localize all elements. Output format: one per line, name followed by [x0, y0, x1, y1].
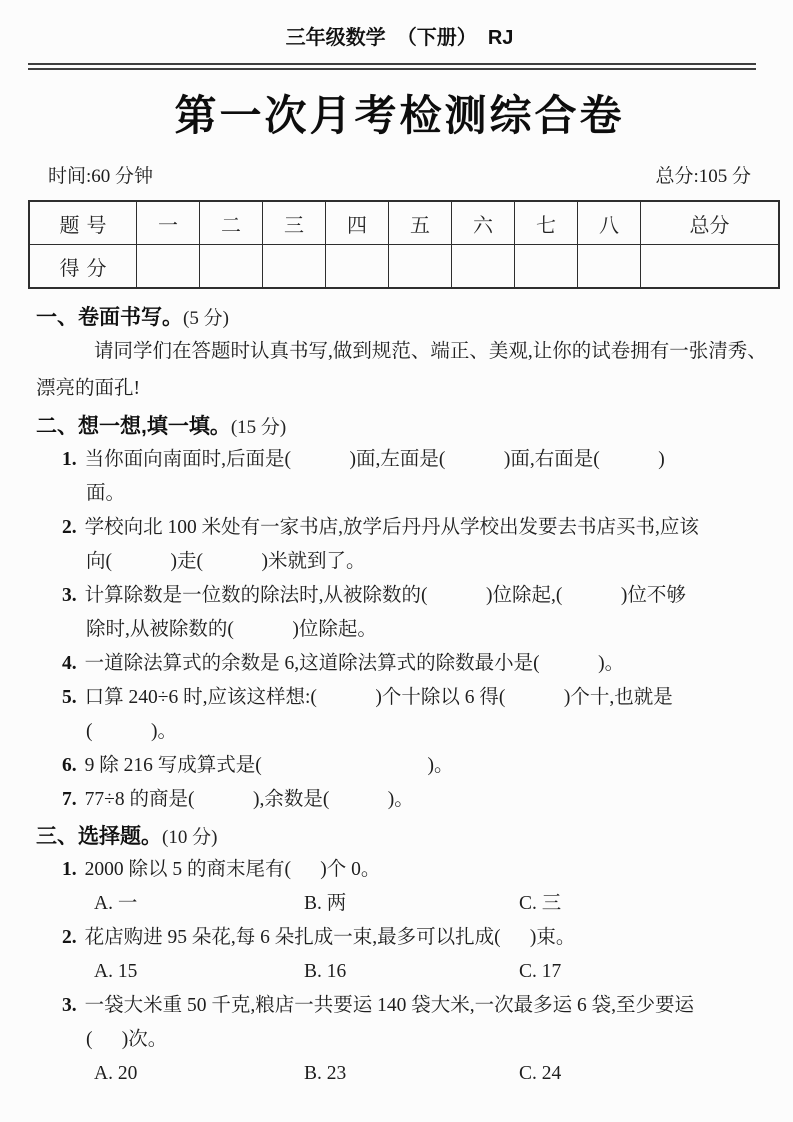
score-table-cell: 八: [578, 201, 641, 245]
question-number: 2.: [62, 517, 77, 538]
choice-option: A. 20: [94, 1063, 138, 1084]
section3-heading: [36, 821, 763, 853]
question-line: [36, 443, 763, 477]
question-line: [36, 579, 763, 613]
section1-heading: [36, 303, 763, 333]
question-line: [36, 921, 763, 955]
question-text: 一道除法算式的余数是 6,这道除法算式的除数最小是( )。: [84, 653, 625, 674]
choice-options-row: [36, 1057, 763, 1091]
choice-option: C. 17: [519, 961, 562, 982]
section3-heading-text: 三、选择题。: [36, 825, 162, 848]
choice-option: A. 15: [94, 961, 138, 982]
choice-option: C. 24: [519, 1063, 562, 1084]
section1-heading-text: 一、卷面书写。: [36, 306, 183, 329]
question-line: 面。: [86, 483, 126, 504]
question-text: 计算除数是一位数的除法时,从被除数的( )位除起,( )位不够: [84, 585, 686, 606]
question-number: 4.: [62, 653, 77, 674]
question-number: 6.: [62, 755, 77, 776]
question-text: 9 除 216 写成算式是( )。: [84, 755, 454, 776]
choice-option: A. 一: [94, 893, 138, 914]
score-table: [28, 200, 780, 289]
score-cell-empty: [641, 245, 780, 289]
choice-option: B. 23: [304, 1063, 347, 1084]
section3-points: (10 分): [162, 827, 218, 848]
question-line: [36, 749, 763, 783]
question-line: [36, 989, 763, 1023]
question-number: 5.: [62, 687, 77, 708]
score-cell-empty: [452, 245, 515, 289]
header-divider: [28, 63, 756, 70]
question-number: 1.: [62, 859, 77, 880]
question-line: ( )。: [86, 721, 177, 742]
question-text: 一袋大米重 50 千克,粮店一共要运 140 袋大米,一次最多运 6 袋,至少要运: [84, 995, 695, 1016]
question-text: 口算 240÷6 时,应该这样想:( )个十除以 6 得( )个十,也就是: [84, 687, 673, 708]
total-score-label: 总分:105 分: [655, 166, 751, 187]
score-table-cell: 总分: [641, 201, 780, 245]
score-table-cell: 四: [326, 201, 389, 245]
score-cell-empty: [515, 245, 578, 289]
question-text: 77÷8 的商是( ),余数是( )。: [84, 789, 414, 810]
section2-heading: [36, 411, 763, 443]
question-text: 当你面向南面时,后面是( )面,左面是( )面,右面是( ): [84, 449, 665, 470]
score-cell-empty: [389, 245, 452, 289]
question-number: 3.: [62, 995, 77, 1016]
question-line: [36, 681, 763, 715]
question-line: [36, 511, 763, 545]
question-line: [36, 783, 763, 817]
section1-paragraph-line: 请同学们在答题时认真书写,做到规范、端正、美观,让你的试卷拥有一张清秀、: [94, 341, 767, 362]
document-header: 三年级数学 （下册） RJ: [285, 27, 514, 49]
exam-meta-row: [36, 166, 763, 188]
score-table-score-row: [29, 245, 779, 289]
question-line: 向( )走( )米就到了。: [86, 551, 366, 572]
score-table-cell: 题号: [29, 201, 137, 245]
score-cell-empty: [200, 245, 263, 289]
question-line: [36, 647, 763, 681]
question-line: [36, 853, 763, 887]
score-table-cell: 七: [515, 201, 578, 245]
question-number: 7.: [62, 789, 77, 810]
time-label: 时间:60 分钟: [48, 166, 154, 187]
question-number: 2.: [62, 927, 77, 948]
score-table-cell: 五: [389, 201, 452, 245]
question-text: 学校向北 100 米处有一家书店,放学后丹丹从学校出发要去书店买书,应该: [84, 517, 699, 538]
choice-option: C. 三: [519, 893, 562, 914]
question-number: 3.: [62, 585, 77, 606]
score-row-label: 得分: [29, 245, 137, 289]
question-number: 1.: [62, 449, 77, 470]
question-line: ( )次。: [86, 1029, 168, 1050]
choice-option: B. 16: [304, 961, 347, 982]
choice-option: B. 两: [304, 893, 347, 914]
score-cell-empty: [137, 245, 200, 289]
section1-points: (5 分): [183, 308, 229, 329]
score-table-header-row: [29, 201, 779, 245]
score-table-cell: 六: [452, 201, 515, 245]
section2-points: (15 分): [230, 417, 287, 438]
score-cell-empty: [263, 245, 326, 289]
section2-heading-text: 二、想一想,填一填。: [36, 415, 231, 438]
score-cell-empty: [326, 245, 389, 289]
score-table-cell: 二: [200, 201, 263, 245]
question-text: 2000 除以 5 的商末尾有( )个 0。: [84, 859, 381, 880]
choice-options-row: [36, 955, 763, 989]
page-title: 第一次月考检测综合卷: [174, 92, 625, 139]
choice-options-row: [36, 887, 763, 921]
question-line: 除时,从被除数的( )位除起。: [86, 619, 377, 640]
section1-paragraph-line: 漂亮的面孔!: [36, 378, 140, 399]
score-cell-empty: [578, 245, 641, 289]
score-table-cell: 三: [263, 201, 326, 245]
score-table-cell: 一: [137, 201, 200, 245]
question-text: 花店购进 95 朵花,每 6 朵扎成一束,最多可以扎成( )束。: [84, 927, 576, 948]
